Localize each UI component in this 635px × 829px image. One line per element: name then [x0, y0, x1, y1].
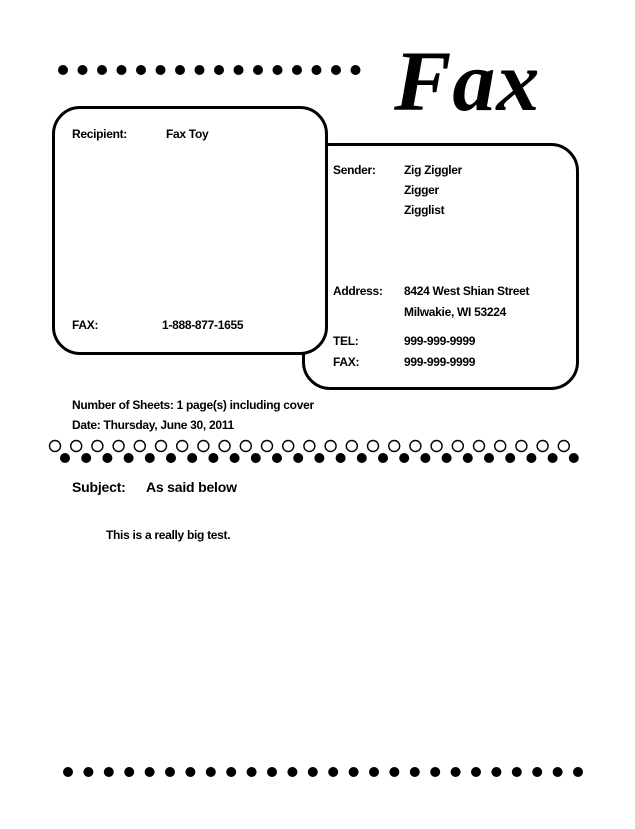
open-circle	[495, 441, 506, 452]
top-dot	[331, 65, 341, 75]
bottom-dot	[410, 767, 420, 777]
bottom-dot	[451, 767, 461, 777]
bottom-dot	[532, 767, 542, 777]
open-circle	[134, 441, 145, 452]
bottom-dot	[369, 767, 379, 777]
open-circle	[177, 441, 188, 452]
sender-name: Zig Ziggler	[404, 163, 463, 177]
sender-fax-number: 999-999-9999	[404, 355, 476, 369]
open-circle	[452, 441, 463, 452]
filled-dot	[124, 453, 134, 463]
filled-dot	[526, 453, 536, 463]
top-dot	[58, 65, 68, 75]
open-circle	[198, 441, 209, 452]
open-circle	[410, 441, 421, 452]
bottom-dot	[206, 767, 216, 777]
open-circle	[50, 441, 61, 452]
filled-dot	[484, 453, 494, 463]
filled-dot	[548, 453, 558, 463]
fax-title: Fax	[394, 33, 541, 129]
open-circle	[262, 441, 273, 452]
bottom-dot	[512, 767, 522, 777]
bottom-dot	[185, 767, 195, 777]
open-circle	[156, 441, 167, 452]
open-circle	[537, 441, 548, 452]
bottom-dot	[471, 767, 481, 777]
sheets-count: Number of Sheets: 1 page(s) including cover	[72, 398, 314, 412]
bottom-dot	[247, 767, 257, 777]
open-circle	[219, 441, 230, 452]
sender-line2: Zigger	[404, 183, 439, 197]
sender-label: Sender:	[333, 163, 376, 177]
top-dot	[195, 65, 205, 75]
filled-dot	[272, 453, 282, 463]
top-dot	[214, 65, 224, 75]
top-dot	[156, 65, 166, 75]
bottom-dot	[389, 767, 399, 777]
top-dot	[351, 65, 361, 75]
recipient-fax-label: FAX:	[72, 318, 99, 332]
bottom-dot	[328, 767, 338, 777]
bottom-dot	[308, 767, 318, 777]
open-circle	[71, 441, 82, 452]
fax-date: Date: Thursday, June 30, 2011	[72, 418, 234, 432]
filled-dot	[145, 453, 155, 463]
sender-line3: Zigglist	[404, 203, 445, 217]
sender-address-label: Address:	[333, 284, 383, 298]
filled-dot	[442, 453, 452, 463]
bottom-dot	[491, 767, 501, 777]
bottom-dot	[104, 767, 114, 777]
open-circle	[346, 441, 357, 452]
filled-dot	[314, 453, 324, 463]
open-circle	[92, 441, 103, 452]
top-dot	[312, 65, 322, 75]
filled-dot	[251, 453, 261, 463]
open-circle	[431, 441, 442, 452]
bottom-dot	[165, 767, 175, 777]
open-circle	[516, 441, 527, 452]
filled-dot	[187, 453, 197, 463]
bottom-dot	[226, 767, 236, 777]
filled-dot	[505, 453, 515, 463]
filled-dot	[357, 453, 367, 463]
filled-dot	[208, 453, 218, 463]
filled-dot	[463, 453, 473, 463]
top-dot	[253, 65, 263, 75]
bottom-dot	[267, 767, 277, 777]
bottom-dot	[124, 767, 134, 777]
bottom-dot	[63, 767, 73, 777]
bottom-dot	[573, 767, 583, 777]
middle-circle-rule	[0, 438, 635, 468]
bottom-dot-rule	[0, 762, 635, 782]
top-dot	[175, 65, 185, 75]
top-dot	[292, 65, 302, 75]
bottom-dot	[145, 767, 155, 777]
open-circle	[389, 441, 400, 452]
top-dot	[136, 65, 146, 75]
filled-dot	[166, 453, 176, 463]
filled-dot	[102, 453, 112, 463]
open-circle	[558, 441, 569, 452]
filled-dot	[378, 453, 388, 463]
message-body: This is a really big test.	[106, 528, 231, 542]
filled-dot	[569, 453, 579, 463]
top-dot	[117, 65, 127, 75]
filled-dot	[336, 453, 346, 463]
filled-dot	[60, 453, 70, 463]
sender-address-line1: 8424 West Shian Street	[404, 284, 530, 298]
filled-dot	[420, 453, 430, 463]
bottom-dot	[553, 767, 563, 777]
filled-dot	[399, 453, 409, 463]
filled-dot	[293, 453, 303, 463]
sender-tel-number: 999-999-9999	[404, 334, 476, 348]
filled-dot	[230, 453, 240, 463]
top-dot	[97, 65, 107, 75]
open-circle	[325, 441, 336, 452]
open-circle	[304, 441, 315, 452]
recipient-fax-number: 1-888-877-1655	[162, 318, 244, 332]
recipient-label: Recipient:	[72, 127, 128, 141]
top-dot	[234, 65, 244, 75]
filled-dot	[81, 453, 91, 463]
open-circle	[283, 441, 294, 452]
bottom-dot	[349, 767, 359, 777]
bottom-dot	[83, 767, 93, 777]
subject-value: As said below	[146, 479, 237, 495]
subject-label: Subject:	[72, 479, 126, 495]
open-circle	[240, 441, 251, 452]
sender-address-line2: Milwakie, WI 53224	[404, 305, 506, 319]
open-circle	[474, 441, 485, 452]
recipient-name: Fax Toy	[166, 127, 209, 141]
open-circle	[368, 441, 379, 452]
sender-tel-label: TEL:	[333, 334, 359, 348]
top-dot	[273, 65, 283, 75]
sender-fax-label: FAX:	[333, 355, 360, 369]
open-circle	[113, 441, 124, 452]
top-dot	[78, 65, 88, 75]
bottom-dot	[287, 767, 297, 777]
bottom-dot	[430, 767, 440, 777]
sender-box	[302, 143, 579, 390]
